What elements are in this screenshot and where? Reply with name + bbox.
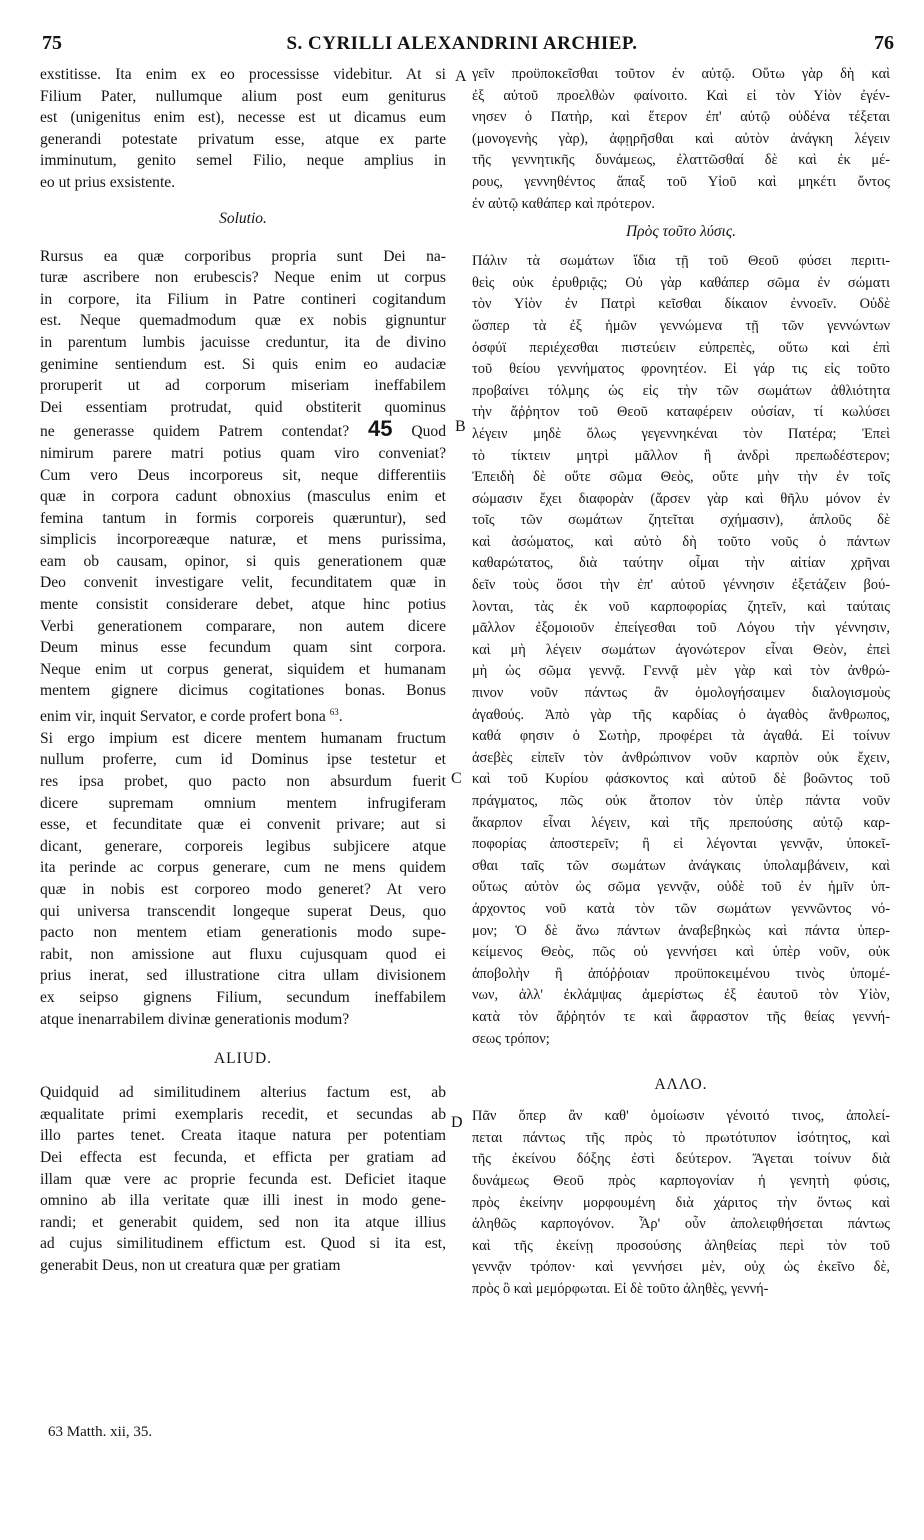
running-header [30, 32, 894, 60]
text-line-content: άρχοντος νοῦ κατὰ τὸν τῶν σωμάτων γεννῶντος νό- [472, 900, 890, 917]
text-line [472, 877, 890, 899]
text-line [472, 1193, 890, 1215]
text-line-content: μον; Ὁ δὲ ἄνω πάντων ἀναβεβηκὼς καὶ πάντα ὑπερ- [472, 922, 890, 939]
text-line [40, 659, 446, 681]
text-line-content: rabit, non amissione aut fluxu cujusquam quod ei [40, 945, 446, 963]
text-line [472, 273, 890, 295]
text-line [40, 680, 446, 702]
text-line-content: res ipsa probet, quo pacto non absurdum fuerit [40, 773, 446, 790]
text-line-content: Πᾶν ὅπερ ἂν καθ' ὁμοίωσιν γένοιτό τινος, ἀπολεί- [472, 1108, 890, 1125]
text-line-content: Πάλιν τὰ σωμάτων ἴδια τῇ τοῦ Θεοῦ φύσει περιτι- [472, 253, 890, 270]
text-line-content: πρὸς ἐκείνην μορφουμένη διὰ χάριτος τὴν ὄντως καὶ [472, 1194, 890, 1211]
text-line [40, 1147, 446, 1169]
text-line-content: κείμενος Θεὸς, πῶς οὐ γεννήσει καὶ ὑπὲρ νοῦν, οὐκ [472, 944, 890, 961]
text-line [40, 508, 446, 530]
text-line [472, 553, 890, 575]
text-line-content: qui universa transcendit longeque superat Deus, quo [40, 902, 446, 920]
text-line-content: genimine sentiendum est. Si quis enim eo audaciæ [40, 355, 446, 373]
greek-column [472, 64, 890, 1300]
text-line-content: Ἐπειδὴ δὲ οὔτε σῶμα Θεὸς, οὔτε μὴν τὴν ἐν τοῖς [472, 469, 890, 486]
text-line [472, 194, 890, 216]
text-line-content: Filium Pater, nullumque alium post eum geniturus [40, 87, 446, 105]
text-line-content: σώμασιν ἔχει διαφορὰν (ἄρσεν γὰρ καὶ θῆλυ μόνον ἐν [472, 490, 890, 507]
text-line-content: (μονογενὴς γὰρ), ἀφῃρῆσθαι καὶ αὐτὸν ἀνάγκη λέγειν [472, 130, 890, 147]
text-line [472, 899, 890, 921]
text-line-content: eam ob causam, opinor, si quis generationem quæ [40, 552, 446, 570]
text-line-content: prius inerat, sed illustratione citra ullam divisionem [40, 967, 446, 985]
text-line [40, 332, 446, 354]
text-line-content: καθά φησιν ὁ Σωτὴρ, προφέρει τὰ ἀγαθά. Εἰ τοίνυν [472, 728, 890, 745]
text-line-content: σθαι ταῖς τῶν σωμάτων ἀνάγκαις ὑπολαμβάνειν, καὶ [472, 857, 890, 874]
text-line [472, 489, 890, 511]
text-line [472, 338, 890, 360]
text-line: enim vir, inquit Servator, e corde profert bona $^{63}$. [40, 707, 343, 726]
text-line [472, 107, 890, 129]
margin-marker-a: A [455, 68, 467, 85]
text-line-content: Deo convenit investigare velit, fecunditatem quæ in [40, 574, 446, 592]
column-number: 45 [368, 418, 393, 442]
text-line-content: ἀγαθούς. Ἀπὸ γὰρ τῆς καρδίας ὁ ἀγαθὸς ἄνθρωπος, [472, 706, 890, 723]
text-line [472, 769, 890, 791]
text-line-content: μὴ ὡς σῶμα γεννᾷ. Γεννᾷ μὲν γὰρ καὶ τὸν ἀνθρώ- [472, 663, 890, 680]
text-line-content: est. Neque quemadmodum quæ ex nobis gignuntur [40, 312, 446, 330]
text-line [40, 594, 446, 616]
text-line-content: quæ in nobis est corporeo modo generet? At vero [40, 880, 446, 898]
text-line-content: καὶ μὴ λέγειν σωμάτων ἀγονώτερον εἶναι Θεὸν, ἐπεὶ [472, 641, 890, 658]
text-line-content: Rursus ea quæ corporibus propria sunt Dei na- [40, 247, 446, 265]
text-line [40, 857, 446, 879]
solutio-heading: Solutio. [219, 209, 267, 227]
text-line [40, 267, 446, 289]
text-line-content: γεννᾷν τρόπον· καὶ γεννήσει μὲν, οὐχ ὡς ἐκεῖνο δὲ, [472, 1259, 890, 1276]
text-line-content: καὶ ἀσώματος, καὶ αὐτὸ δὴ τοῦτο νοῦς ὁ πάντων [472, 533, 890, 550]
text-line [40, 289, 446, 311]
text-line [472, 1106, 890, 1128]
text-line-content: imminutum, genito semel Filio, neque amplius in [40, 152, 446, 170]
text-line-content: ἄκαρπον εἶναι λέγειν, καὶ τῆς πρεπούσης αὐτῷ καρ- [472, 814, 890, 831]
allo-heading: ΑΛΛΟ. [654, 1076, 708, 1094]
text-line-content: οὕτως αὐτὸν ὡς σῶμα γεννᾷν, οὐδὲ τοῦ ἐν ἡμῖν ὑπ- [472, 879, 890, 896]
text-line [40, 1190, 446, 1212]
text-line-content: προβαίνει τόλμης ὡς εἰς τὴν τῶν σωμάτων ἀθλιότητα [472, 382, 890, 399]
text-line-content: καὶ τῆς ἐκείνῃ προσούσης ἀληθείας περὶ τὸν τοῦ [472, 1237, 890, 1254]
text-line [472, 597, 890, 619]
text-line-content: νησεν ὁ Πατὴρ, καὶ ἕτερον ἐπ' αὐτῷ οὐδένα τέξεται [472, 109, 890, 126]
text-line-content: esse, et fecunditate quæ ei convenit privare; aut si [40, 816, 446, 834]
latin-solutio-paragraph [40, 246, 446, 1031]
latin-column [40, 64, 446, 1276]
text-line [40, 246, 446, 268]
text-line [40, 354, 446, 376]
text-line [472, 424, 890, 446]
text-line-content: Dei essentiam protrudat, quid obstiterit quominus [40, 398, 446, 416]
text-line [472, 748, 890, 770]
text-line-content: νων, ἀλλ' ἐκλάμψας ἀμερίστως ἐξ ἑαυτοῦ τὸν Υἱὸν, [472, 987, 890, 1004]
text-line [472, 1214, 890, 1236]
text-line [40, 310, 446, 332]
text-line-content: δυνάμεως Θεοῦ πρὸς καρπογονίαν ἡ γενητὴ φύσις, [472, 1172, 890, 1189]
text-line [40, 1169, 446, 1191]
margin-marker-b: B [455, 418, 466, 435]
text-line-content: Dei effecta est fecunda, et efficta per gratiam ad [40, 1148, 446, 1166]
text-line [40, 814, 446, 836]
text-line-content: atque inenarrabilem divinæ generationis modum? [40, 1010, 350, 1028]
text-line [40, 901, 446, 923]
text-line [40, 1082, 446, 1104]
text-line [472, 791, 890, 813]
text-line-content: generandi potestate privatum esse, atque ex parte [40, 130, 446, 148]
text-line [40, 749, 446, 771]
text-line [40, 150, 446, 172]
text-line [472, 446, 890, 468]
text-line-content: eo ut prius exsistente. [40, 173, 176, 191]
text-line-content: in corpore, ita Filium in Patre contineri cogitandum [40, 290, 446, 308]
text-line-content: turæ ascribere non erubescis? Neque enim ut corpus [40, 269, 446, 287]
text-line [40, 107, 446, 129]
margin-marker-d: D [451, 1114, 463, 1131]
text-line [40, 465, 446, 487]
text-line-content: τὸν Υἱὸν ἐν Πατρὶ κεῖσθαι δίκαιον ἐννοεῖν. Οὐδὲ [472, 296, 890, 313]
text-line-content: omnino ab illa veritate quæ illi inest in modo gene- [40, 1192, 446, 1210]
text-line-content: illo partes tenet. Creata itaque natura per potentiam [40, 1127, 446, 1145]
text-line-content: μᾶλλον ἐξομοιοῦν ἐπείγεσθαι τοῦ Λόγου τὴν γέννησιν, [472, 620, 890, 637]
text-line-content: ποφορίας ἀποστερεῖν; ἢ εἰ λέγονται γεννᾷν, ὑποκεῖ- [472, 836, 890, 853]
text-line-content: τῆς γεννητικῆς δυνάμεως, ἐλαττῶσθαί δὲ καὶ ἐκ μέ- [472, 152, 890, 169]
text-line-content: τῆς ἐκείνου δόξης ἐστὶ δεύτερον. Ἄγεται τοίνυν διὰ [472, 1151, 890, 1168]
text-line [472, 921, 890, 943]
text-line-content: τὸ τίκτειν μητρὶ μᾶλλον ἢ ἀνδρὶ πρεπωδέστερον; [472, 447, 890, 464]
latin-intro-paragraph [40, 64, 446, 194]
text-line [40, 922, 446, 944]
text-line-content: σεως τρόπον; [472, 1030, 550, 1047]
text-line [472, 402, 890, 424]
text-line-content: pacto non mentem etiam generationis modo supe- [40, 924, 446, 942]
text-line [472, 150, 890, 172]
text-line-content: exstitisse. Ita enim ex eo processisse videbitur. At si [40, 66, 446, 83]
text-line [472, 942, 890, 964]
text-line-content: femina tantum in formis corporeis quæruntur), sed [40, 509, 446, 527]
text-line [40, 728, 446, 750]
text-line [40, 793, 446, 815]
text-line-content: γεῖν προϋποκεῖσθαι τοῦτον ἐν αὐτῷ. Οὕτω γὰρ δὴ καὶ [472, 66, 890, 82]
text-line-content: τὴν ἄῤῥητον τοῦ Θεοῦ καταφέρειν οὐσίαν, τί κωλύσει [472, 404, 890, 421]
text-line-content: ὥσπερ τὰ ἐξ ἡμῶν γεννώμενα τῇ τῶν γεννώντων [472, 317, 890, 334]
text-line-content: θεὶς οὐκ ἐρυθριᾷς; Οὐ γὰρ καθάπερ σῶμα ἐν σώματι [472, 274, 890, 291]
text-line [40, 572, 446, 594]
text-line-content: ita perinde ac corpus generare, cum ne mens quidem [40, 859, 446, 877]
text-line [472, 726, 890, 748]
text-line [40, 836, 446, 858]
text-line-content: καὶ τοῦ Κυρίου φάσκοντος καὶ αὐτοῦ δὲ βοῶντος τοῦ [472, 771, 890, 788]
text-line-content: ὀσφύϊ περιέχεσθαι πιστεύειν εὐπρεπὲς, οὕτω καὶ ἐπὶ [472, 339, 890, 356]
text-line [472, 359, 890, 381]
text-line-content: quæ in corpora cadunt obnoxius (masculus enim et [40, 488, 446, 506]
text-line [472, 964, 890, 986]
text-line [40, 1233, 446, 1255]
text-line-content: ἀληθῶς καρπογόνον. Ἆρ' οὖν ἀπολειφθήσεται πάντως [472, 1216, 890, 1233]
text-line-content: Cum vero Deus incorporeus sit, neque differentiis [40, 466, 446, 484]
text-line-content: nullum proferre, cum id Dominus ipse testetur et [40, 751, 446, 769]
text-line [40, 771, 446, 793]
text-line-content: κατὰ τὸν ἄῤῥητόν τε καὶ ἄφραστον τῆς θείας γεννή- [472, 1008, 890, 1025]
text-line-content: ex seipso gignens Filium, secundum ineffabilem [40, 988, 446, 1006]
page-number-right: 76 [874, 32, 894, 54]
text-line [40, 397, 446, 419]
text-line-content: ad cujus similitudinem effictum est. Quod si ita est, [40, 1235, 446, 1253]
text-line [40, 64, 446, 86]
text-line-content: randi; et generabit quidem, sed non ita atque illius [40, 1213, 446, 1231]
text-line [472, 316, 890, 338]
text-line [40, 965, 446, 987]
greek-lysis-paragraph [472, 251, 890, 1050]
text-line [472, 705, 890, 727]
text-line [472, 251, 890, 273]
text-line [472, 985, 890, 1007]
text-line [40, 1009, 446, 1031]
page-number-left: 75 [42, 32, 62, 54]
text-line [40, 129, 446, 151]
text-line [40, 443, 446, 465]
text-line-content: καθαρώτατος, διὰ ταύτην οἶμαι τὴν αἰτίαν χρῆναι [472, 555, 890, 572]
text-line-content: æqualitate primi exemplaris recedit, et secundas ab [40, 1105, 446, 1123]
text-line [40, 529, 446, 551]
text-line [472, 172, 890, 194]
text-line [472, 1149, 890, 1171]
text-line-content: nimirum parere matri potius quam viro conveniat? [40, 444, 446, 462]
footnote-ref: 63 [329, 707, 339, 718]
text-line-content: πρὸς ὃ καὶ μεμόρφωται. Εἰ δὲ τοῦτο ἀληθὲς, γεννή- [472, 1280, 769, 1297]
text-line [472, 532, 890, 554]
text-line-content: Verbi generationem comparare, non autem dicere [40, 617, 446, 635]
text-line [472, 129, 890, 151]
text-line-content: ρους, γεννηθέντος ἅπαξ τοῦ Υἱοῦ καὶ μηκέτι ὄντος [472, 173, 890, 190]
text-line-content: ἀποβολὴν ἢ ἀπόῤῥοιαν προϋποκειμένου τινὸς ὑπομέ- [472, 965, 890, 982]
text-line-content: Deum minus esse fecundum quam sint corpora. [40, 639, 446, 657]
text-line [472, 1007, 890, 1029]
text-line-content: est (unigenitus enim est), necesse est ut dicamus eum [40, 109, 446, 127]
text-line [472, 683, 890, 705]
text-line [472, 618, 890, 640]
text-line-content: mente consistit considerare debet, atque hinc potius [40, 596, 446, 614]
text-line [472, 1279, 890, 1301]
text-line-content: dicere supremam omnium mentem infrugiferam [40, 794, 446, 812]
text-line [40, 1212, 446, 1234]
text-line-content: Quidquid ad similitudinem alterius factum est, ab [40, 1084, 446, 1102]
text-line [40, 1125, 446, 1147]
text-line [40, 944, 446, 966]
text-line [40, 1255, 446, 1277]
running-title: S. CYRILLI ALEXANDRINI ARCHIEP. [286, 33, 638, 54]
text-line-content: δεῖν τοὺς ὅσοι τὴν ἐπ' αὐτοῦ γέννησιν ἐξετάζειν βού- [472, 577, 890, 594]
text-line [472, 856, 890, 878]
lysis-heading: Πρὸς τοῦτο λύσις. [625, 223, 737, 241]
column-number-tail: Quod [411, 423, 446, 441]
text-line [472, 381, 890, 403]
text-line-content: τοῖς τῶν σωμάτων ζητεῖται σχήμασιν), ἁπλοῦς δὲ [472, 512, 890, 529]
text-line-content: simplicis incorporeæque naturæ, et mens purissima, [40, 531, 446, 549]
text-line-content: proruperit ut ad corporum miseriam ineffabilem [40, 377, 446, 395]
text-line [40, 879, 446, 901]
text-line [472, 813, 890, 835]
text-line [40, 551, 446, 573]
text-line-content: Neque enim ut corpus generat, siquidem et humanam [40, 660, 446, 678]
text-line [472, 1029, 890, 1051]
text-line [472, 1257, 890, 1279]
text-line [40, 486, 446, 508]
text-line-content: enim vir, inquit Servator, e corde profert bona [40, 708, 326, 726]
text-line [472, 661, 890, 683]
greek-allo-paragraph [472, 1106, 890, 1300]
margin-marker-c: C [451, 770, 462, 787]
greek-intro-paragraph [472, 64, 890, 215]
latin-aliud-paragraph [40, 1082, 446, 1276]
text-line [472, 575, 890, 597]
text-line [472, 640, 890, 662]
text-line-content: mentem gignere dicimus cogitationes bonas. Bonus [40, 682, 446, 700]
text-line-content: πεται πάντως τῆς πρὸς τὸ πρωτότυπον ἰσότητος, καὶ [472, 1129, 890, 1146]
text-line [472, 1236, 890, 1258]
text-line-content: dicant, generare, corporeis legibus subjicere atque [40, 837, 446, 855]
text-line-content: Si ergo impium est dicere mentem humanam fructum [40, 729, 446, 747]
text-line [472, 64, 890, 86]
text-line [472, 1171, 890, 1193]
text-line-content: ἐν αὐτῷ καθάπερ καὶ πρότερον. [472, 195, 655, 212]
text-line [40, 418, 446, 443]
text-line-content: ἐξ αὐτοῦ προελθὼν φαίνοιτο. Καὶ εἰ τὸν Υἱὸν ἐγέν- [472, 87, 890, 104]
text-line-content: λονται, τὰς ἐκ νοῦ καρποφορίας ζητεῖν, καὶ ταύταις [472, 598, 890, 615]
text-line-content: τοῦ θείου γεννήματος φρονητέον. Εἰ γάρ τις εἰς τοῦτο [472, 361, 890, 378]
text-line [472, 1128, 890, 1150]
text-line [472, 834, 890, 856]
text-line [40, 172, 446, 194]
text-line-content: generabit Deus, non ut creatura quæ per gratiam [40, 1256, 341, 1274]
text-line-content: in parentum lumbis jacuisse creduntur, ita de divino [40, 333, 446, 351]
text-line-content: πινον νοῦν πάντως ἂν ὁμολογήσαιμεν διαλογισμοὺς [472, 685, 890, 702]
text-line-content: λέγειν μηδὲ ὅλως γεγεννηκέναι τὸν Πατέρα; Ἐπεὶ [472, 425, 890, 442]
text-line [40, 637, 446, 659]
text-line [472, 510, 890, 532]
aliud-heading: ALIUD. [213, 1050, 273, 1068]
text-line-content: πράγματος, πῶς οὐκ ἄτοπον τὸν ὑπὲρ πάντα νοῦν [472, 793, 890, 809]
footnote: 63 Matth. xii, 35. [48, 1424, 153, 1440]
text-line-content: illam quæ vere ac proprie fecunda est. Deficiet itaque [40, 1170, 446, 1188]
text-line [40, 616, 446, 638]
text-line [40, 86, 446, 108]
text-line-content: ἀσεβὲς εἰπεῖν τὸν ἀνθρώπινον νοῦν καρπὸν οὐκ ἔχειν, [472, 749, 890, 766]
text-line [472, 294, 890, 316]
text-line [472, 86, 890, 108]
text-line [472, 467, 890, 489]
text-line [40, 375, 446, 397]
text-line-content: ne generasse quidem Patrem contendat? [40, 423, 350, 441]
text-line [40, 987, 446, 1009]
text-line [40, 1104, 446, 1126]
